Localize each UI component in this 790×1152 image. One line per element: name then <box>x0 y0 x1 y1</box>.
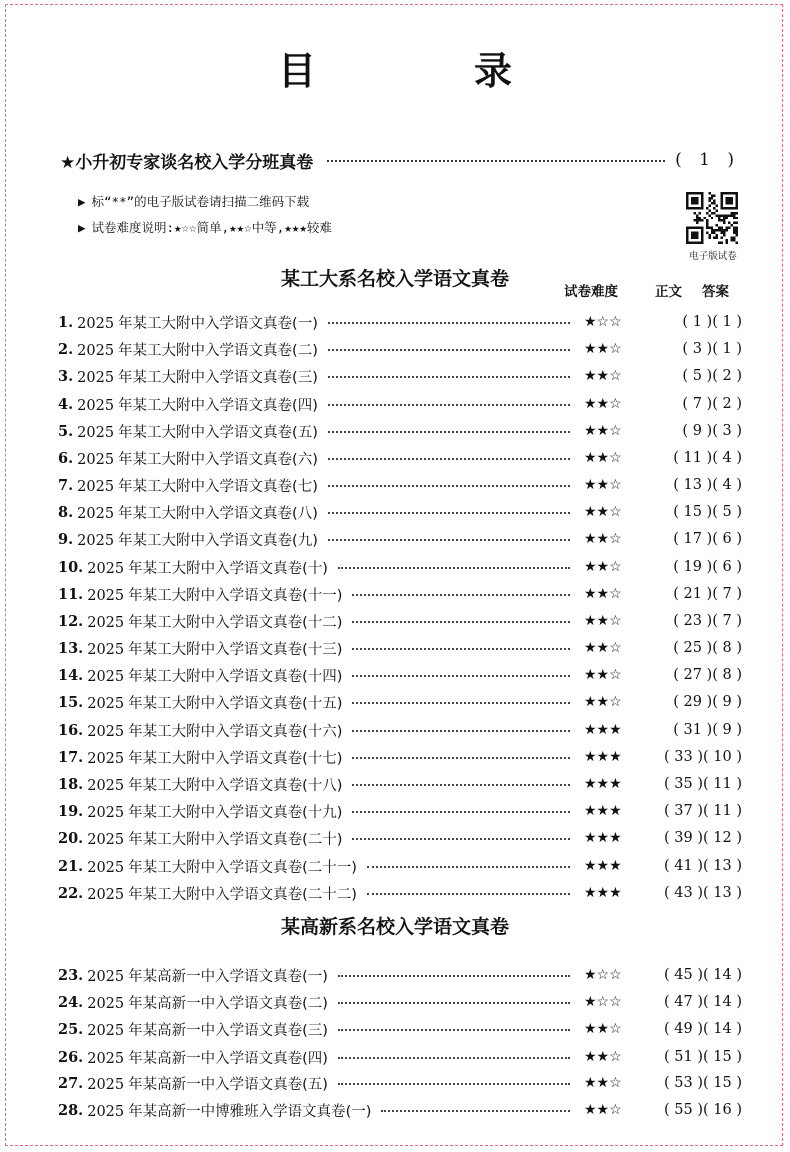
difficulty-stars: ★☆☆ <box>584 994 622 1010</box>
toc-entry[interactable] <box>58 527 742 551</box>
difficulty-stars: ★★☆ <box>584 613 622 629</box>
entry-name: 年某工大附中入学语文真卷(九) <box>118 532 318 549</box>
text-page: 35 <box>674 776 693 792</box>
text-page: 27 <box>683 667 702 683</box>
answer-page: 9 <box>722 722 732 738</box>
leader-dots <box>367 885 570 895</box>
entry-number: 28. <box>58 1101 84 1119</box>
intro-entry[interactable] <box>60 148 740 172</box>
answer-page: 2 <box>722 396 732 412</box>
entry-title <box>77 366 318 387</box>
entry-pages: ( 45 )( 14 ) <box>663 967 742 983</box>
difficulty-stars: ★★☆ <box>584 423 622 439</box>
answer-page: 1 <box>722 314 732 330</box>
entry-pages: ( 25 )( 8 ) <box>673 640 742 656</box>
leader-dots <box>327 150 665 162</box>
leader-dots <box>338 994 570 1004</box>
entry-title <box>87 692 342 713</box>
difficulty-stars: ★★☆ <box>584 1049 622 1065</box>
text-page: 47 <box>674 994 693 1010</box>
toc-entry[interactable] <box>58 1071 742 1095</box>
entry-name: 年某工大附中入学语文真卷(十五) <box>128 695 343 712</box>
entry-pages: ( 37 )( 11 ) <box>663 803 742 819</box>
entry-number: 3. <box>58 367 74 385</box>
text-page: 5 <box>692 368 702 384</box>
difficulty-stars: ★★★ <box>584 722 622 738</box>
note-download: ▶ 标“**”的电子版试卷请扫描二维码下载 <box>78 194 310 209</box>
entry-year: 2025 <box>87 1050 125 1067</box>
answer-page: 11 <box>713 803 732 819</box>
entry-pages: ( 33 )( 10 ) <box>663 749 742 765</box>
leader-dots <box>352 694 570 704</box>
entry-number: 9. <box>58 530 74 548</box>
entry-title <box>87 1047 328 1068</box>
entry-title <box>87 665 342 686</box>
entry-name: 年某工大附中入学语文真卷(三) <box>118 369 318 386</box>
entry-title <box>77 312 318 333</box>
entry-number: 19. <box>58 802 84 820</box>
entry-year: 2025 <box>77 369 115 386</box>
entry-pages: ( 41 )( 13 ) <box>663 858 742 874</box>
text-page: 21 <box>683 586 702 602</box>
entry-number: 13. <box>58 639 84 657</box>
leader-dots <box>367 858 570 868</box>
leader-dots <box>352 749 570 759</box>
entry-name: 年某工大附中入学语文真卷(十二) <box>128 614 343 631</box>
difficulty-stars: ★★★ <box>584 803 622 819</box>
leader-dots <box>381 1102 570 1112</box>
entry-number: 6. <box>58 449 74 467</box>
entry-pages: ( 9 )( 3 ) <box>682 423 742 439</box>
text-page: 13 <box>683 477 702 493</box>
text-page: 25 <box>683 640 702 656</box>
entry-year: 2025 <box>87 614 125 631</box>
leader-dots <box>352 667 570 677</box>
leader-dots <box>352 613 570 623</box>
column-header-answer: 答案 <box>702 284 729 300</box>
qr-code-icon[interactable] <box>686 192 738 244</box>
entry-pages: ( 29 )( 9 ) <box>673 694 742 710</box>
entry-title <box>87 801 342 822</box>
toc-entry[interactable] <box>58 772 742 796</box>
intro-label: ★小升初专家谈名校入学分班真卷 <box>60 152 314 173</box>
difficulty-stars: ★★☆ <box>584 559 622 575</box>
entry-title <box>87 584 342 605</box>
entry-year: 2025 <box>87 1022 125 1039</box>
leader-dots <box>352 640 570 650</box>
entry-pages: ( 31 )( 9 ) <box>673 722 742 738</box>
leader-dots <box>328 450 570 460</box>
toc-entry[interactable] <box>58 718 742 742</box>
text-page: 51 <box>674 1049 693 1065</box>
text-page: 29 <box>683 694 702 710</box>
entry-year: 2025 <box>87 859 125 876</box>
entry-title <box>77 475 318 496</box>
entry-number: 11. <box>58 585 84 603</box>
entry-name: 年某高新一中入学语文真卷(二) <box>128 995 328 1012</box>
entry-title <box>77 529 318 550</box>
text-page: 39 <box>674 830 693 846</box>
entry-title <box>87 992 328 1013</box>
difficulty-stars: ★★☆ <box>584 341 622 357</box>
entry-title <box>87 638 342 659</box>
text-page: 19 <box>683 559 702 575</box>
text-page: 23 <box>683 613 702 629</box>
toc-entry[interactable] <box>58 446 742 470</box>
entry-name: 年某工大附中入学语文真卷(十) <box>128 560 328 577</box>
entry-number: 16. <box>58 721 84 739</box>
triangle-bullet-icon: ▶ <box>78 194 86 209</box>
text-page: 11 <box>683 450 702 466</box>
entry-number: 27. <box>58 1074 84 1092</box>
difficulty-stars: ★☆☆ <box>584 967 622 983</box>
leader-dots <box>328 531 570 541</box>
answer-page: 8 <box>722 667 732 683</box>
entry-pages: ( 49 )( 14 ) <box>663 1021 742 1037</box>
toc-entry[interactable] <box>58 690 742 714</box>
entry-pages: ( 11 )( 4 ) <box>673 450 742 466</box>
leader-dots <box>338 1021 570 1031</box>
text-page: 43 <box>674 885 693 901</box>
entry-name: 年某工大附中入学语文真卷(四) <box>118 397 318 414</box>
entry-year: 2025 <box>87 968 125 985</box>
leader-dots <box>328 477 570 487</box>
entry-name: 年某高新一中入学语文真卷(四) <box>128 1050 328 1067</box>
entry-pages: ( 15 )( 5 ) <box>673 504 742 520</box>
entry-name: 年某工大附中入学语文真卷(二十) <box>128 831 343 848</box>
entry-year: 2025 <box>77 505 115 522</box>
entry-title <box>87 774 342 795</box>
answer-page: 6 <box>722 559 732 575</box>
answer-page: 12 <box>713 830 732 846</box>
entry-title <box>87 883 357 904</box>
intro-page: ( 1 ) <box>675 150 740 170</box>
answer-page: 5 <box>722 504 732 520</box>
leader-dots <box>352 722 570 732</box>
leader-dots <box>328 396 570 406</box>
toc-entry[interactable] <box>58 555 742 579</box>
entry-title <box>87 720 342 741</box>
entry-year: 2025 <box>87 777 125 794</box>
section-title: 某高新系名校入学语文真卷 <box>280 916 509 938</box>
entry-name: 年某工大附中入学语文真卷(十九) <box>128 804 343 821</box>
entry-number: 26. <box>58 1048 84 1066</box>
entry-pages: ( 17 )( 6 ) <box>673 531 742 547</box>
toc-entry[interactable] <box>58 745 742 769</box>
entry-number: 8. <box>58 503 74 521</box>
entry-number: 17. <box>58 748 84 766</box>
answer-page: 8 <box>722 640 732 656</box>
answer-page: 9 <box>722 694 732 710</box>
entry-pages: ( 27 )( 8 ) <box>673 667 742 683</box>
entry-number: 1. <box>58 313 74 331</box>
entry-year: 2025 <box>77 397 115 414</box>
toc-entry[interactable] <box>58 1045 742 1069</box>
toc-entry[interactable] <box>58 473 742 497</box>
answer-page: 14 <box>713 1021 732 1037</box>
difficulty-stars: ★★☆ <box>584 477 622 493</box>
entry-title <box>87 856 357 877</box>
entry-pages: ( 55 )( 16 ) <box>663 1102 742 1118</box>
entry-name: 年某工大附中入学语文真卷(八) <box>118 505 318 522</box>
entry-title <box>77 502 318 523</box>
entry-year: 2025 <box>87 995 125 1012</box>
difficulty-stars: ★★☆ <box>584 368 622 384</box>
entry-number: 4. <box>58 395 74 413</box>
answer-page: 14 <box>713 994 732 1010</box>
difficulty-stars: ★☆☆ <box>584 314 622 330</box>
leader-dots <box>328 368 570 378</box>
entry-pages: ( 53 )( 15 ) <box>663 1075 742 1091</box>
leader-dots <box>352 830 570 840</box>
entry-title <box>77 421 318 442</box>
text-page: 33 <box>674 749 693 765</box>
toc-entry[interactable] <box>58 1017 742 1041</box>
page-title: 目 录 <box>277 48 572 93</box>
entry-title <box>87 747 342 768</box>
toc-entry[interactable] <box>58 337 742 361</box>
entry-name: 年某高新一中入学语文真卷(一) <box>128 968 328 985</box>
leader-dots <box>352 586 570 596</box>
column-header-text: 正文 <box>655 284 682 300</box>
entry-pages: ( 39 )( 12 ) <box>663 830 742 846</box>
entry-number: 22. <box>58 884 84 902</box>
entry-year: 2025 <box>77 342 115 359</box>
entry-year: 2025 <box>77 315 115 332</box>
difficulty-stars: ★★☆ <box>584 531 622 547</box>
entry-title <box>77 394 318 415</box>
entry-number: 20. <box>58 829 84 847</box>
text-page: 1 <box>692 314 702 330</box>
entry-pages: ( 47 )( 14 ) <box>663 994 742 1010</box>
difficulty-stars: ★★☆ <box>584 667 622 683</box>
entry-title <box>87 1073 328 1094</box>
entry-year: 2025 <box>87 641 125 658</box>
entry-year: 2025 <box>87 886 125 903</box>
entry-number: 5. <box>58 422 74 440</box>
leader-dots <box>338 967 570 977</box>
entry-pages: ( 21 )( 7 ) <box>673 586 742 602</box>
difficulty-stars: ★★☆ <box>584 396 622 412</box>
entry-pages: ( 43 )( 13 ) <box>663 885 742 901</box>
entry-year: 2025 <box>87 723 125 740</box>
difficulty-stars: ★★☆ <box>584 694 622 710</box>
entry-number: 14. <box>58 666 84 684</box>
toc-entry[interactable] <box>58 881 742 905</box>
leader-dots <box>328 504 570 514</box>
entry-number: 18. <box>58 775 84 793</box>
entry-title <box>87 611 342 632</box>
text-page: 45 <box>674 967 693 983</box>
toc-entry[interactable] <box>58 364 742 388</box>
toc-entry[interactable] <box>58 609 742 633</box>
entry-name: 年某工大附中入学语文真卷(七) <box>118 478 318 495</box>
entry-pages: ( 23 )( 7 ) <box>673 613 742 629</box>
difficulty-stars: ★★★ <box>584 885 622 901</box>
entry-number: 12. <box>58 612 84 630</box>
entry-pages: ( 7 )( 2 ) <box>682 396 742 412</box>
toc-entry[interactable] <box>58 582 742 606</box>
difficulty-stars: ★★★ <box>584 858 622 874</box>
entry-pages: ( 5 )( 2 ) <box>682 368 742 384</box>
entry-number: 2. <box>58 340 74 358</box>
entry-pages: ( 19 )( 6 ) <box>673 559 742 575</box>
entry-year: 2025 <box>87 831 125 848</box>
entry-name: 年某工大附中入学语文真卷(十七) <box>128 750 343 767</box>
entry-name: 年某工大附中入学语文真卷(十三) <box>128 641 343 658</box>
difficulty-stars: ★★★ <box>584 830 622 846</box>
text-page: 31 <box>683 722 702 738</box>
toc-entry[interactable] <box>58 854 742 878</box>
entry-number: 24. <box>58 993 84 1011</box>
answer-page: 15 <box>713 1049 732 1065</box>
toc-entry[interactable] <box>58 500 742 524</box>
entry-name: 年某高新一中入学语文真卷(三) <box>128 1022 328 1039</box>
leader-dots <box>328 341 570 351</box>
toc-entry[interactable] <box>58 826 742 850</box>
entry-year: 2025 <box>87 695 125 712</box>
entry-title <box>87 828 342 849</box>
section-title: 某工大系名校入学语文真卷 <box>280 268 509 290</box>
toc-entry[interactable] <box>58 392 742 416</box>
entry-name: 年某工大附中入学语文真卷(十八) <box>128 777 343 794</box>
entry-name: 年某工大附中入学语文真卷(五) <box>118 424 318 441</box>
entry-year: 2025 <box>77 532 115 549</box>
toc-entry[interactable] <box>58 419 742 443</box>
entry-name: 年某工大附中入学语文真卷(六) <box>118 451 318 468</box>
entry-year: 2025 <box>87 560 125 577</box>
answer-page: 11 <box>713 776 732 792</box>
answer-page: 7 <box>722 613 732 629</box>
difficulty-stars: ★★☆ <box>584 450 622 466</box>
entry-pages: ( 1 )( 1 ) <box>682 314 742 330</box>
entry-name: 年某工大附中入学语文真卷(二十一) <box>128 859 357 876</box>
difficulty-stars: ★★☆ <box>584 1102 622 1118</box>
difficulty-stars: ★★☆ <box>584 1021 622 1037</box>
entry-name: 年某高新一中入学语文真卷(五) <box>128 1076 328 1093</box>
answer-page: 13 <box>713 858 732 874</box>
text-page: 3 <box>692 341 702 357</box>
answer-page: 3 <box>722 423 732 439</box>
entry-year: 2025 <box>87 668 125 685</box>
entry-number: 23. <box>58 966 84 984</box>
entry-year: 2025 <box>77 424 115 441</box>
leader-dots <box>352 803 570 813</box>
answer-page: 2 <box>722 368 732 384</box>
answer-page: 1 <box>722 341 732 357</box>
entry-year: 2025 <box>77 451 115 468</box>
difficulty-stars: ★★☆ <box>584 504 622 520</box>
answer-page: 13 <box>713 885 732 901</box>
entry-year: 2025 <box>87 750 125 767</box>
text-page: 7 <box>692 396 702 412</box>
entry-pages: ( 13 )( 4 ) <box>673 477 742 493</box>
note-difficulty: ▶ 试卷难度说明:★☆☆简单,★★☆中等,★★★较难 <box>78 220 332 235</box>
toc-entry[interactable] <box>58 963 742 987</box>
text-page: 15 <box>683 504 702 520</box>
entry-year: 2025 <box>77 478 115 495</box>
toc-entry[interactable] <box>58 636 742 660</box>
entry-year: 2025 <box>87 804 125 821</box>
text-page: 37 <box>674 803 693 819</box>
entry-pages: ( 51 )( 15 ) <box>663 1049 742 1065</box>
difficulty-stars: ★★☆ <box>584 586 622 602</box>
answer-page: 14 <box>713 967 732 983</box>
entry-number: 15. <box>58 693 84 711</box>
entry-name: 年某工大附中入学语文真卷(一) <box>118 315 318 332</box>
entry-year: 2025 <box>87 1076 125 1093</box>
toc-entry[interactable] <box>58 663 742 687</box>
difficulty-stars: ★★★ <box>584 749 622 765</box>
entry-title <box>87 965 328 986</box>
column-header-difficulty: 试卷难度 <box>564 284 618 300</box>
answer-page: 6 <box>722 531 732 547</box>
entry-pages: ( 3 )( 1 ) <box>682 341 742 357</box>
answer-page: 4 <box>722 450 732 466</box>
entry-title <box>87 1019 328 1040</box>
difficulty-stars: ★★☆ <box>584 640 622 656</box>
leader-dots <box>338 1049 570 1059</box>
entry-title <box>77 448 318 469</box>
toc-entry[interactable] <box>58 990 742 1014</box>
answer-page: 4 <box>722 477 732 493</box>
difficulty-stars: ★★☆ <box>584 1075 622 1091</box>
entry-year: 2025 <box>87 587 125 604</box>
entry-name: 年某高新一中博雅班入学语文真卷(一) <box>128 1103 372 1120</box>
entry-number: 10. <box>58 558 84 576</box>
toc-entry[interactable] <box>58 310 742 334</box>
entry-pages: ( 35 )( 11 ) <box>663 776 742 792</box>
answer-page: 10 <box>713 749 732 765</box>
entry-title <box>87 1100 371 1121</box>
entry-name: 年某工大附中入学语文真卷(二十二) <box>128 886 357 903</box>
answer-page: 15 <box>713 1075 732 1091</box>
text-page: 55 <box>674 1102 693 1118</box>
leader-dots <box>328 314 570 324</box>
entry-number: 7. <box>58 476 74 494</box>
toc-entry[interactable] <box>58 799 742 823</box>
leader-dots <box>352 776 570 786</box>
entry-name: 年某工大附中入学语文真卷(十一) <box>128 587 343 604</box>
leader-dots <box>328 423 570 433</box>
entry-title <box>77 339 318 360</box>
leader-dots <box>338 559 570 569</box>
entry-number: 21. <box>58 857 84 875</box>
text-page: 9 <box>692 423 702 439</box>
entry-title <box>87 557 328 578</box>
text-page: 41 <box>674 858 693 874</box>
text-page: 17 <box>683 531 702 547</box>
entry-year: 2025 <box>87 1103 125 1120</box>
entry-number: 25. <box>58 1020 84 1038</box>
leader-dots <box>338 1075 570 1085</box>
answer-page: 16 <box>713 1102 732 1118</box>
answer-page: 7 <box>722 586 732 602</box>
qr-caption: 电子版试卷 <box>689 251 737 262</box>
triangle-bullet-icon: ▶ <box>78 220 86 235</box>
entry-name: 年某工大附中入学语文真卷(十六) <box>128 723 343 740</box>
entry-name: 年某工大附中入学语文真卷(二) <box>118 342 318 359</box>
text-page: 53 <box>674 1075 693 1091</box>
entry-name: 年某工大附中入学语文真卷(十四) <box>128 668 343 685</box>
toc-entry[interactable] <box>58 1098 742 1122</box>
difficulty-stars: ★★★ <box>584 776 622 792</box>
text-page: 49 <box>674 1021 693 1037</box>
